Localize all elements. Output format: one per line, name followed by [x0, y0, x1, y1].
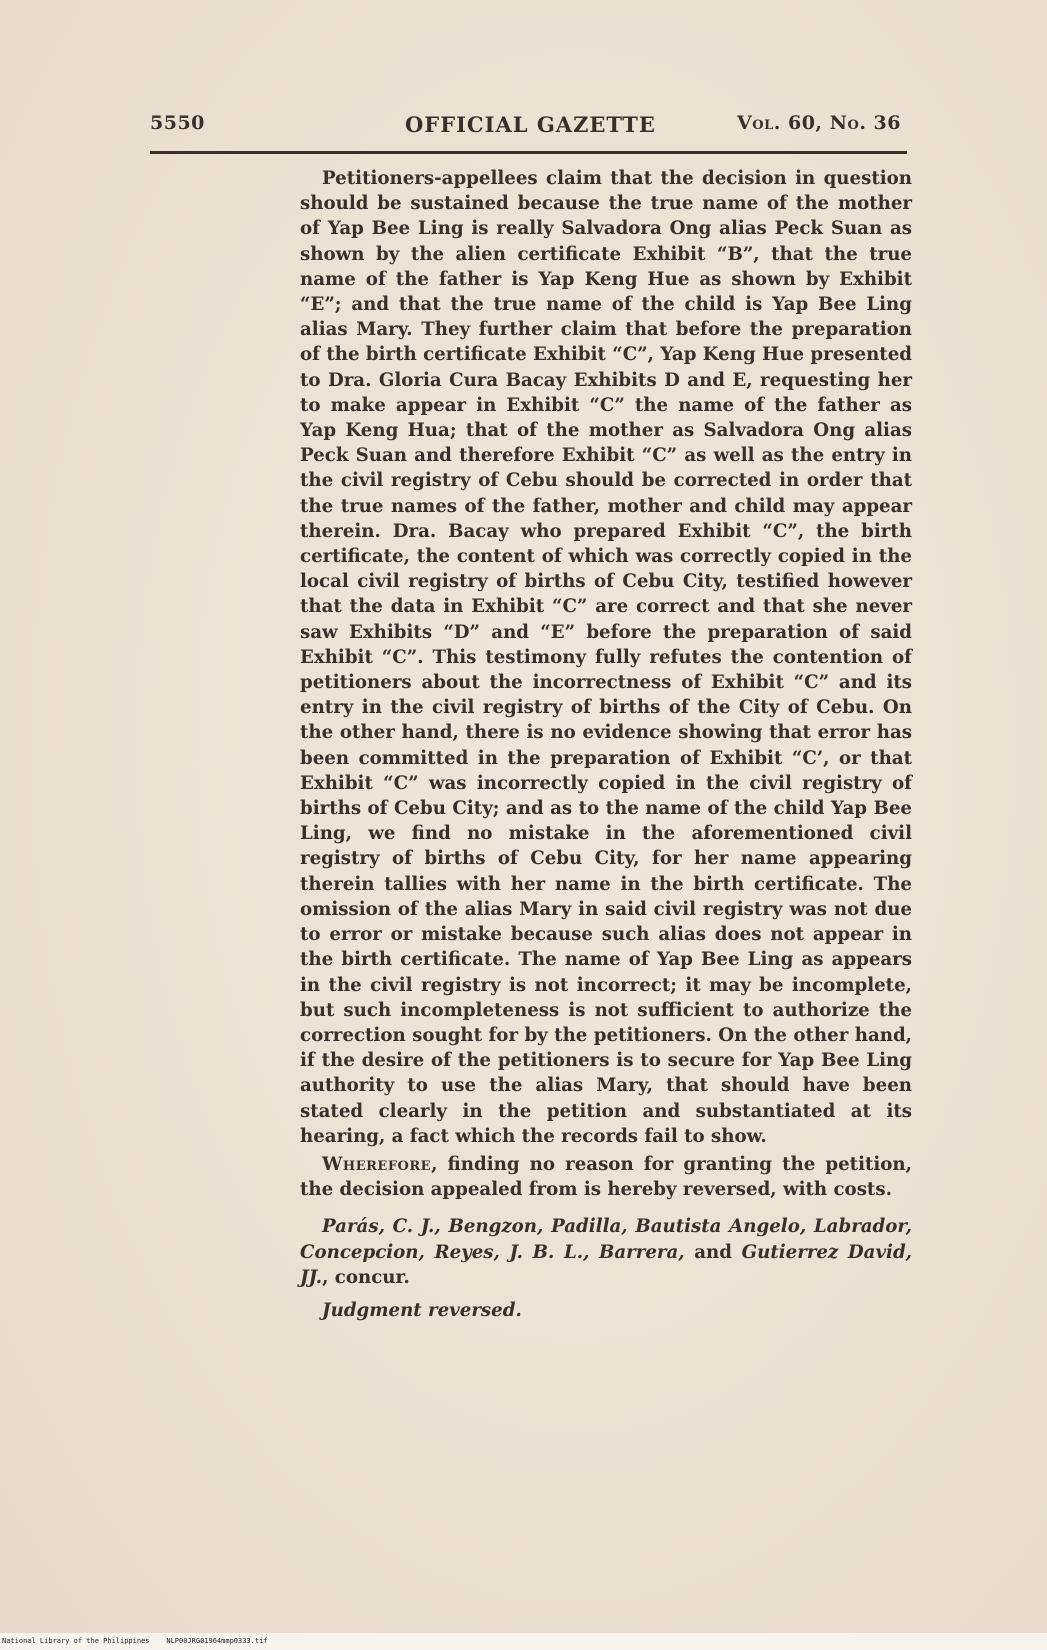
body-paragraph: Petitioners-appellees claim that the decision in question should be sustained because the true name of the mother of Yap Bee Ling is really Salvadora Ong alias Peck Suan as shown by the alien certificate Exhibit “B”, that the true name of the father is Yap Keng Hue as shown by Exhibit “E”; and that the true name of the child is Yap Bee Ling alias Mary. They further claim that before the preparation of the birth certificate Exhibit “C”, Yap Keng Hue presented to Dra. Gloria Cura Bacay Exhibits D and E, requesting her to make appear in Exhibit “C” the name of the father as Yap Keng Hua; that of the mother as Salvadora Ong alias Peck Suan and therefore Exhibit “C” as well as the entry in the civil registry of Cebu should be corrected in order that the true names of the father, mother and child may appear therein. Dra. Bacay who prepared Exhibit “C”, the birth certificate, the content of which was correctly copied in the local civil registry of births of Cebu City, testified however that the data in Exhibit “C” are correct and that she never saw Exhibits “D” and “E” before the preparation of said Exhibit “C”. This testimony fully refutes the contention of petitioners about the incorrectness of Exhibit “C” and its entry in the civil registry of births of the City of Cebu. On the other hand, there is no evidence showing that error has been committed in the preparation of Exhibit “C’, or that Exhibit “C” was incorrectly copied in the civil registry of births of Cebu City; and as to the name of the child Yap Bee Ling, we find no mistake in the aforementioned civil registry of births of Cebu City, for her name appearing therein tallies with her name in the birth certificate. The omission of the alias Mary in said civil registry was not due to error or mistake because such alias does not appear in the birth certificate. The name of Yap Bee Ling as appears in the civil registry is not incorrect; it may be incomplete, but such incompleteness is not sufficient to authorize the correction sought for by the petitioners. On the other hand, if the desire of the petitioners is to secure for Yap Bee Ling authority to use the alias Mary, that should have been stated clearly in the petition and substantiated at its hearing, a fact which the records fail to show.: [300, 168, 912, 1147]
judgment-line: Judgment reversed.: [322, 1299, 522, 1321]
concurring-justice-last: Gutierrez David, JJ.: [300, 1241, 912, 1288]
scan-source-note: National Library of the Philippines NLP00JRG01964mmp0333.tif: [2, 1637, 268, 1645]
dispositive-paragraph: [300, 1152, 912, 1202]
wherefore-lead: Wherefore: [322, 1153, 432, 1175]
concur-and: and: [684, 1241, 742, 1263]
publication-title: OFFICIAL GAZETTE: [405, 112, 656, 137]
concur-word: , concur.: [322, 1266, 410, 1288]
page-number: 5550: [150, 112, 205, 134]
page-header: [150, 112, 905, 142]
volume-number: Vol. 60, No. 36: [737, 112, 901, 134]
article-body: [300, 166, 912, 1323]
concurring-justices: Parás, C. J., Bengzon, Padilla, Bautista Angelo, Labrador, Concepcion, Reyes, J. B. L., Barrera,: [300, 1216, 912, 1263]
dispositive-text: , finding no reason for granting the petition, the decision appealed from is hereby reversed, with costs.: [300, 1153, 912, 1201]
header-rule: [150, 151, 907, 154]
concurrence-paragraph: [300, 1214, 912, 1290]
